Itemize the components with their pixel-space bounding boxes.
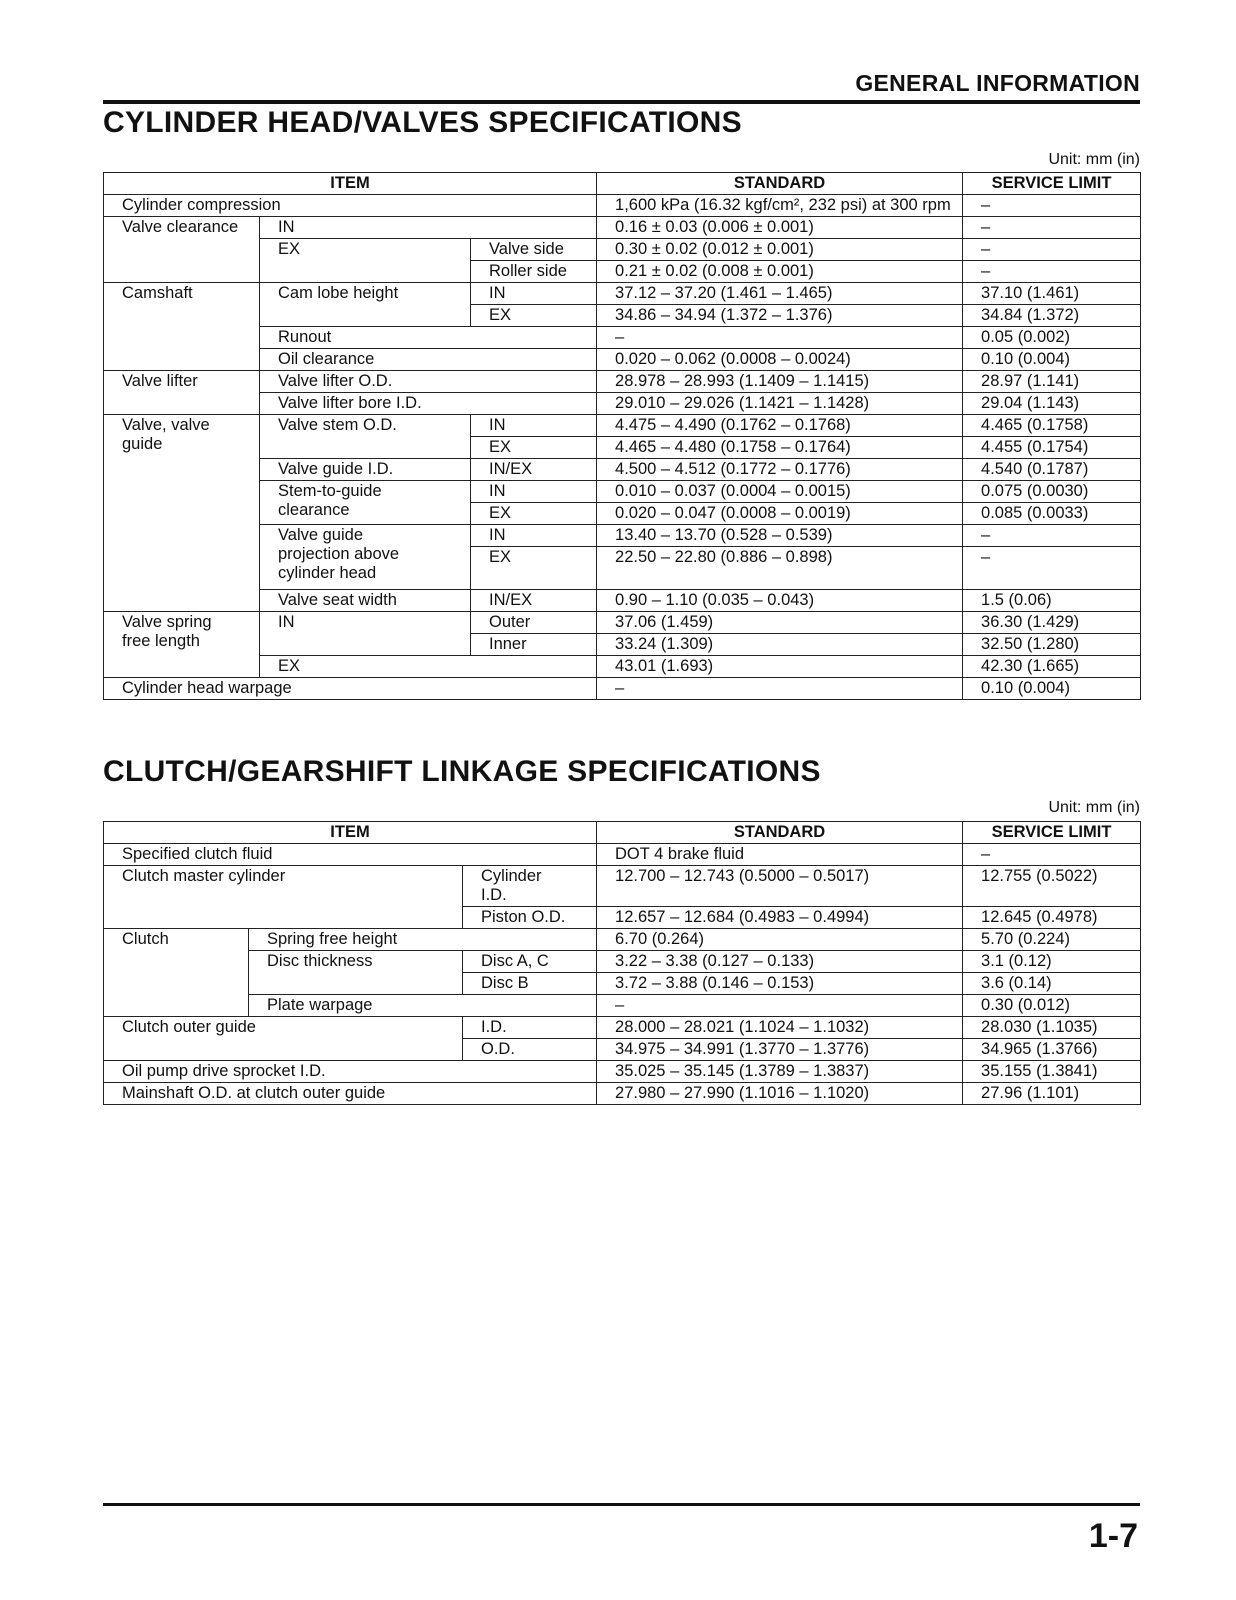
standard-cell: 37.12 – 37.20 (1.461 – 1.465) [597,283,963,305]
detail-cell: Disc A, C [463,951,597,973]
limit-cell: 28.030 (1.1035) [963,1017,1141,1039]
limit-cell: 12.645 (0.4978) [963,907,1141,929]
table-row [104,1061,1141,1083]
standard-cell: 3.72 – 3.88 (0.146 – 0.153) [597,973,963,995]
standard-cell: 33.24 (1.309) [597,634,963,656]
detail-cell: Disc B [463,973,597,995]
col-standard-header: STANDARD [597,822,963,844]
item-cell: Mainshaft O.D. at clutch outer guide [104,1083,597,1105]
standard-cell: 27.980 – 27.990 (1.1016 – 1.1020) [597,1083,963,1105]
sub-item-cell: EX [260,656,597,678]
standard-cell: 0.020 – 0.047 (0.0008 – 0.0019) [597,503,963,525]
col-limit-header: SERVICE LIMIT [963,173,1141,195]
standard-cell: 37.06 (1.459) [597,612,963,634]
top-rule [103,100,1140,104]
group-cell: Camshaft [104,283,260,371]
col-limit-header: SERVICE LIMIT [963,822,1141,844]
table-row [104,217,1141,239]
standard-cell: 6.70 (0.264) [597,929,963,951]
cylinder-head-spec-table [103,172,1141,700]
detail-cell: IN [471,283,597,305]
limit-cell: 4.455 (0.1754) [963,437,1141,459]
table-row [104,612,1141,634]
table-row [104,459,1141,481]
sub-item-cell: IN [260,217,597,239]
standard-cell: 12.700 – 12.743 (0.5000 – 0.5017) [597,866,963,907]
limit-cell: 42.30 (1.665) [963,656,1141,678]
limit-cell: 29.04 (1.143) [963,393,1141,415]
detail-cell: I.D. [463,1017,597,1039]
detail-cell: Outer [471,612,597,634]
standard-cell: 1,600 kPa (16.32 kgf/cm², 232 psi) at 300 rpm [597,195,963,217]
table-row [104,195,1141,217]
standard-cell: – [597,327,963,349]
standard-cell: 34.975 – 34.991 (1.3770 – 1.3776) [597,1039,963,1061]
detail-cell: IN [471,525,597,547]
detail-cell: Roller side [471,261,597,283]
table-header-row [104,822,1141,844]
limit-cell: 5.70 (0.224) [963,929,1141,951]
sub-item-cell: Runout [260,327,597,349]
sub-item-cell: Valve seat width [260,590,471,612]
limit-cell: 0.085 (0.0033) [963,503,1141,525]
limit-cell: 0.075 (0.0030) [963,481,1141,503]
limit-cell: 1.5 (0.06) [963,590,1141,612]
table-row [104,415,1141,437]
table-row [104,525,1141,547]
limit-cell: 0.05 (0.002) [963,327,1141,349]
group-cell: Valve lifter [104,371,260,415]
standard-cell: 13.40 – 13.70 (0.528 – 0.539) [597,525,963,547]
detail-cell: IN [471,481,597,503]
sub-item-cell: IN [260,612,471,656]
table-row [104,349,1141,371]
sub-item-cell: Disc thickness [249,951,463,995]
detail-cell: IN/EX [471,590,597,612]
standard-cell: 0.16 ± 0.03 (0.006 ± 0.001) [597,217,963,239]
table-row [104,371,1141,393]
sub-item-cell: Valve lifter bore I.D. [260,393,597,415]
standard-cell: 12.657 – 12.684 (0.4983 – 0.4994) [597,907,963,929]
table-header-row [104,173,1141,195]
table-row [104,481,1141,503]
limit-cell: – [963,239,1141,261]
table-row [104,678,1141,700]
detail-cell: EX [471,547,597,590]
table-row [104,995,1141,1017]
item-cell: Clutch outer guide [104,1017,463,1061]
group-cell: Valve clearance [104,217,260,283]
table-row [104,1083,1141,1105]
bottom-rule [103,1503,1140,1506]
limit-cell: 3.6 (0.14) [963,973,1141,995]
group-cell: Clutch [104,929,249,1017]
item-cell: Specified clutch fluid [104,844,597,866]
table-row [104,327,1141,349]
col-standard-header: STANDARD [597,173,963,195]
limit-cell: 28.97 (1.141) [963,371,1141,393]
limit-cell: 34.965 (1.3766) [963,1039,1141,1061]
limit-cell: 32.50 (1.280) [963,634,1141,656]
standard-cell: 28.000 – 28.021 (1.1024 – 1.1032) [597,1017,963,1039]
table-row [104,844,1141,866]
sub-item-cell: Stem-to-guide clearance [260,481,471,525]
table-row [104,239,1141,261]
standard-cell: 0.020 – 0.062 (0.0008 – 0.0024) [597,349,963,371]
limit-cell: – [963,195,1141,217]
limit-cell: 36.30 (1.429) [963,612,1141,634]
sub-item-cell: Valve guide projection above cylinder head [260,525,471,590]
detail-cell: EX [471,437,597,459]
detail-cell: Cylinder I.D. [463,866,597,907]
limit-cell: 37.10 (1.461) [963,283,1141,305]
limit-cell: 0.10 (0.004) [963,349,1141,371]
clutch-unit-note: Unit: mm (in) [1048,799,1140,816]
detail-cell: IN/EX [471,459,597,481]
sub-item-cell: Cam lobe height [260,283,471,327]
standard-cell: 4.475 – 4.490 (0.1762 – 0.1768) [597,415,963,437]
limit-cell: 12.755 (0.5022) [963,866,1141,907]
cylinder-unit-note: Unit: mm (in) [1048,151,1140,168]
standard-cell: 0.30 ± 0.02 (0.012 ± 0.001) [597,239,963,261]
detail-cell: Inner [471,634,597,656]
sub-item-cell: Plate warpage [249,995,597,1017]
limit-cell: 27.96 (1.101) [963,1083,1141,1105]
item-cell: Cylinder head warpage [104,678,597,700]
item-cell: Oil pump drive sprocket I.D. [104,1061,597,1083]
limit-cell: – [963,547,1141,590]
group-cell: Valve spring free length [104,612,260,678]
standard-cell: 28.978 – 28.993 (1.1409 – 1.1415) [597,371,963,393]
detail-cell: EX [471,305,597,327]
table-row [104,866,1141,907]
limit-cell: 0.10 (0.004) [963,678,1141,700]
detail-cell: O.D. [463,1039,597,1061]
table-row [104,590,1141,612]
clutch-gearshift-title: CLUTCH/GEARSHIFT LINKAGE SPECIFICATIONS [103,755,821,788]
section-header: GENERAL INFORMATION [855,70,1140,96]
col-item-header: ITEM [104,173,597,195]
item-cell: Clutch master cylinder [104,866,463,929]
standard-cell: 0.90 – 1.10 (0.035 – 0.043) [597,590,963,612]
standard-cell: 43.01 (1.693) [597,656,963,678]
standard-cell: 0.010 – 0.037 (0.0004 – 0.0015) [597,481,963,503]
limit-cell: – [963,217,1141,239]
sub-item-cell: EX [260,239,471,283]
standard-cell: 4.500 – 4.512 (0.1772 – 0.1776) [597,459,963,481]
table-row [104,283,1141,305]
clutch-spec-table [103,821,1141,1105]
table-row [104,656,1141,678]
group-cell: Valve, valve guide [104,415,260,612]
detail-cell: IN [471,415,597,437]
standard-cell: 29.010 – 29.026 (1.1421 – 1.1428) [597,393,963,415]
standard-cell: 34.86 – 34.94 (1.372 – 1.376) [597,305,963,327]
sub-item-cell: Valve guide I.D. [260,459,471,481]
limit-cell: 4.540 (0.1787) [963,459,1141,481]
table-row [104,393,1141,415]
standard-cell: 4.465 – 4.480 (0.1758 – 0.1764) [597,437,963,459]
sub-item-cell: Valve stem O.D. [260,415,471,459]
limit-cell: 3.1 (0.12) [963,951,1141,973]
limit-cell: – [963,261,1141,283]
standard-cell: 35.025 – 35.145 (1.3789 – 1.3837) [597,1061,963,1083]
table-row [104,929,1141,951]
limit-cell: 34.84 (1.372) [963,305,1141,327]
detail-cell: Valve side [471,239,597,261]
limit-cell: – [963,525,1141,547]
standard-cell: – [597,678,963,700]
standard-cell: 22.50 – 22.80 (0.886 – 0.898) [597,547,963,590]
limit-cell: 35.155 (1.3841) [963,1061,1141,1083]
standard-cell: DOT 4 brake fluid [597,844,963,866]
table-row [104,1017,1141,1039]
limit-cell: 0.30 (0.012) [963,995,1141,1017]
table-row [104,951,1141,973]
sub-item-cell: Oil clearance [260,349,597,371]
standard-cell: 3.22 – 3.38 (0.127 – 0.133) [597,951,963,973]
item-cell: Cylinder compression [104,195,597,217]
sub-item-cell: Spring free height [249,929,597,951]
sub-item-cell: Valve lifter O.D. [260,371,597,393]
limit-cell: – [963,844,1141,866]
limit-cell: 4.465 (0.1758) [963,415,1141,437]
cylinder-head-title: CYLINDER HEAD/VALVES SPECIFICATIONS [103,106,742,139]
col-item-header: ITEM [104,822,597,844]
standard-cell: – [597,995,963,1017]
detail-cell: EX [471,503,597,525]
page-number: 1-7 [1088,1517,1138,1555]
detail-cell: Piston O.D. [463,907,597,929]
standard-cell: 0.21 ± 0.02 (0.008 ± 0.001) [597,261,963,283]
